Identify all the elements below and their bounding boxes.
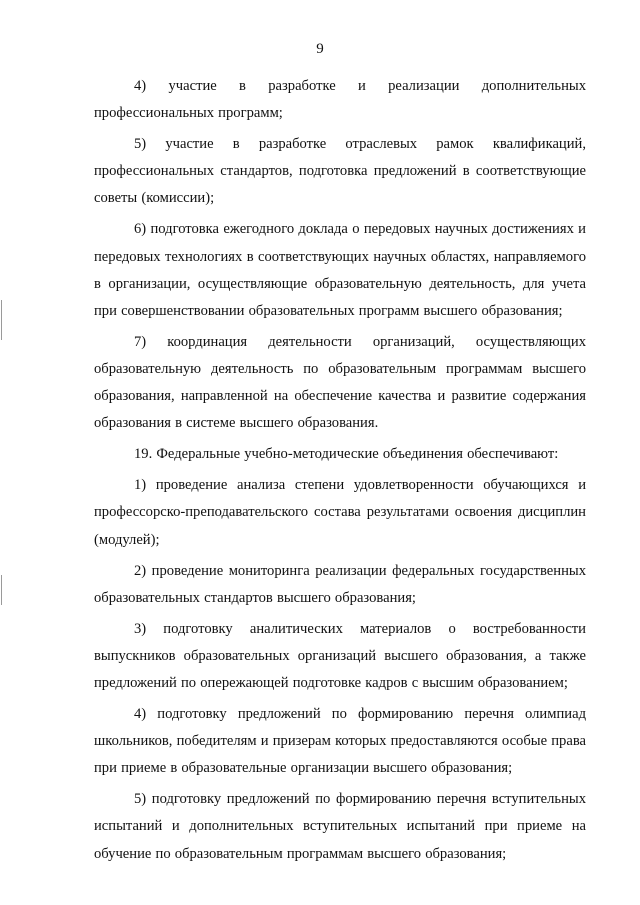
scan-edge-mark: [1, 575, 2, 605]
paragraph-19-item-3: 3) подготовку аналитических материалов о востребованности выпускников образовательных организаций высшего образования, а также предложений по опережающей подготовке кадров с высшим образованием;: [94, 620, 586, 691]
paragraph-item-5: 5) участие в разработке отраслевых рамок квалификаций, профессиональных стандартов, подготовка предложений в соответствующие советы (комиссии);: [94, 136, 586, 207]
paragraph-item-7: 7) координация деятельности организаций, осуществляющих образовательную деятельность по образовательным программам высшего образования, направленной на обеспечение качества и развитие содержания образования в системе высшего образования.: [94, 333, 586, 432]
paragraph-19-item-2: 2) проведение мониторинга реализации федеральных государственных образовательных стандартов высшего образования;: [94, 562, 586, 606]
paragraph-item-4: 4) участие в разработке и реализации дополнительных профессиональных программ;: [94, 78, 586, 122]
paragraph-section-19: 19. Федеральные учебно-методические объединения обеспечивают:: [134, 446, 559, 463]
paragraph-19-item-5: 5) подготовку предложений по формированию перечня вступительных испытаний и дополнительных вступительных испытаний при приеме на обучение по образовательным программам высшего образования;: [94, 791, 586, 862]
paragraph-19-item-1: 1) проведение анализа степени удовлетворенности обучающихся и профессорско-преподавательского состава результатами освоения дисциплин (модулей);: [94, 477, 586, 548]
paragraph-item-6: 6) подготовка ежегодного доклада о передовых научных достижениях и передовых технологиях в соответствующих научных областях, направляемого в организации, осуществляющие образовательную деятельность, для учета при совершенствовании образовательных программ высшего образования;: [94, 221, 586, 319]
document-body: [94, 73, 586, 872]
paragraph-19-item-4: 4) подготовку предложений по формированию перечня олимпиад школьников, победителям и призерам которых предоставляются особые права при приеме в образовательные организации высшего образования;: [94, 706, 586, 777]
page-number: 9: [316, 41, 324, 57]
scan-edge-mark: [1, 300, 2, 340]
